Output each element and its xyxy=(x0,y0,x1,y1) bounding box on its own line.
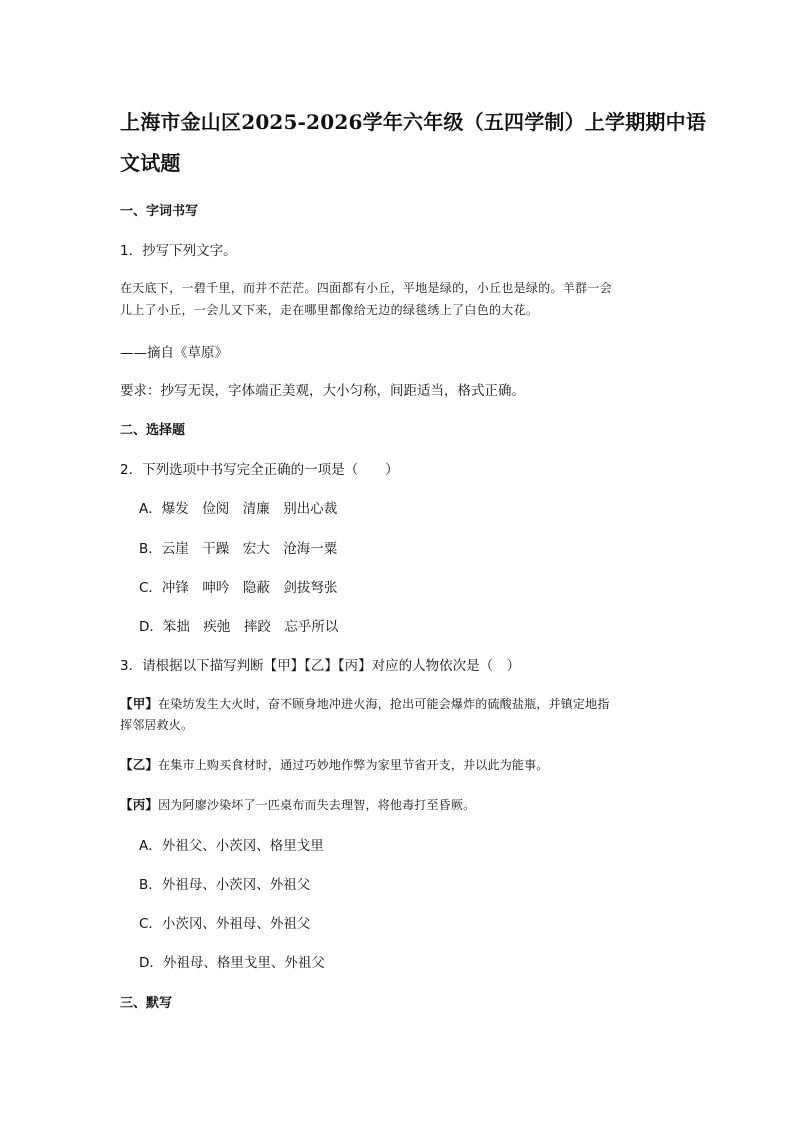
question-2-option-b: B．云崖 干躁 宏大 沧海一粟 xyxy=(139,541,338,557)
question-3-option-a: A．外祖父、小茨冈、格里戈里 xyxy=(139,838,324,854)
yi-tag: 【乙】 xyxy=(120,757,159,772)
section-heading-2: 二、选择题 xyxy=(120,423,186,438)
question-3-prompt: 3．请根据以下描写判断【甲】【乙】【丙】对应的人物依次是（ ） xyxy=(120,658,521,674)
question-3-option-b: B．外祖母、小茨冈、外祖父 xyxy=(139,877,311,893)
question-1-passage-line1: 在天底下，一碧千里，而并不茫茫。四面都有小丘，平地是绿的，小丘也是绿的。羊群一会 xyxy=(120,281,613,295)
document-title-line2: 文试题 xyxy=(120,151,181,175)
question-3-bing xyxy=(120,795,475,813)
question-3-jia-line2: 挥邻居救火。 xyxy=(120,718,194,732)
document-title-line1: 上海市金山区2025-2026学年六年级（五四学制）上学期期中语 xyxy=(120,110,707,134)
jia-tag: 【甲】 xyxy=(120,696,159,711)
question-3-option-d: D．外祖母、格里戈里、外祖父 xyxy=(139,955,325,971)
yi-text: 在集市上购买食材时，通过巧妙地作弊为家里节省开支，并以此为能事。 xyxy=(158,758,549,772)
question-1-passage-line2: 儿上了小丘，一会儿又下来，走在哪里都像给无边的绿毯绣上了白色的大花。 xyxy=(120,303,539,317)
question-2-option-d: D．笨拙 疾弛 摔跤 忘乎所以 xyxy=(139,619,339,635)
question-2-option-c: C．冲锋 呻吟 隐蔽 剑拔弩张 xyxy=(139,580,338,596)
question-1-requirement: 要求：抄写无误，字体端正美观，大小匀称，间距适当，格式正确。 xyxy=(120,383,525,399)
jia-text-line1: 在染坊发生大火时，奋不顾身地冲进火海，抢出可能会爆炸的硫酸盐瓶，并镇定地指 xyxy=(158,697,610,711)
section-heading-3: 三、默写 xyxy=(120,996,173,1011)
bing-text: 因为阿廖沙染坏了一匹桌布而失去理智，将他毒打至昏厥。 xyxy=(158,798,476,812)
question-3-jia-line1 xyxy=(120,694,610,712)
question-1-source: ——摘自《草原》 xyxy=(120,345,228,361)
question-3-yi xyxy=(120,755,549,773)
question-3-option-c: C．小茨冈、外祖母、外祖父 xyxy=(139,916,311,932)
question-2-option-a: A．爆发 俭阅 清廉 别出心裁 xyxy=(139,501,338,517)
bing-tag: 【丙】 xyxy=(120,797,159,812)
question-1-prompt: 1．抄写下列文字。 xyxy=(120,243,237,259)
question-2-prompt: 2．下列选项中书写完全正确的一项是（ ） xyxy=(120,462,399,478)
section-heading-1: 一、字词书写 xyxy=(120,204,199,219)
